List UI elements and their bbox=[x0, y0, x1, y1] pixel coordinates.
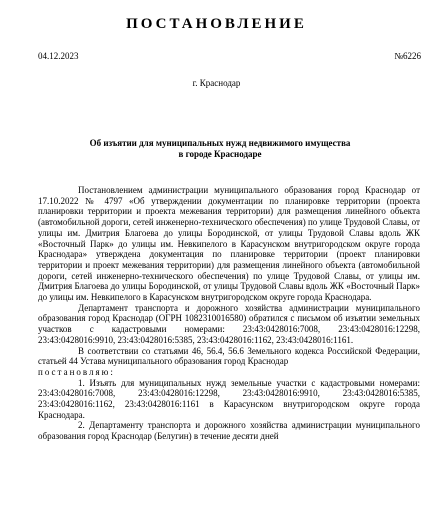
subject-line-2: в городе Краснодаре bbox=[178, 149, 262, 159]
subject-line-1: Об изъятии для муниципальных нужд недвижимого имущества bbox=[89, 138, 351, 148]
paragraph-item-2: 2. Департаменту транспорта и дорожного хозяйства администрации муниципального образования город Краснодар (Белугин) в течение десяти дней bbox=[38, 420, 420, 442]
document-city: г. Краснодар bbox=[192, 78, 241, 88]
resolve-word: постановляю: bbox=[38, 366, 115, 377]
document-body bbox=[38, 185, 420, 442]
paragraph-preamble: Постановлением администрации муниципального образования город Краснодар от 17.10.2022 № 4797 «Об утверждении документации по планировке территории (проекта планировки территории и проекта межевания территории) для размещения линейного объекта (автомобильной дороги, сетей инженерно-технического обеспечения) по улице Трудовой Славы, от улицы им. Дмитрия Благоева до улицы Бородинской, от улицы Трудовой Славы вдоль ЖК «Восточный Парк» до улицы им. Невкипелого в Карасунском внутригородском округе города Краснодара» утверждена документация по планировке территории (проект планировки территории и проект межевания территории) для размещения линейного объекта (автомобильной дороги, сетей инженерно-технического обеспечения) по улице Трудовой Славы, от улицы им. Дмитрия Благоева до улицы Бородинской, от улицы Трудовой Славы вдоль ЖК «Восточный Парк» до улицы им. Невкипелого в Карасунском внутригородском округе города Краснодара. bbox=[38, 185, 420, 303]
document-title: ПОСТАНОВЛЕНИЕ bbox=[126, 16, 307, 32]
paragraph-resolve bbox=[38, 367, 420, 378]
paragraph-request: Департамент транспорта и дорожного хозяйства администрации муниципального образования город Краснодар (ОГРН 1082310016580) обратился с письмом об изъятии земельных участков с кадастровыми номерами: 23:43:0428016:7008, 23:43:0428016:12298, 23:43:0428016:9910, 23:43:0428016:5385, 23:43:0428016:1162, 23:43:0428016:1161. bbox=[38, 302, 420, 345]
document-date: 04.12.2023 bbox=[38, 51, 79, 61]
document-subject bbox=[40, 138, 400, 160]
paragraph-basis: В соответствии со статьями 46, 56.4, 56.6 Земельного кодекса Российской Федерации, статьей 44 Устава муниципального образования город Краснодар bbox=[38, 345, 420, 367]
paragraph-item-1: 1. Изъять для муниципальных нужд земельные участки с кадастровыми номерами: 23:43:0428016:7008, 23:43:0428016:12298, 23:43:0428016:9910, 23:43:0428016:5385, 23:43:0428016:1162, 23:43:0428016:1161 в Карасунском внутригородском округе города Краснодара. bbox=[38, 377, 420, 420]
document-number: №6226 bbox=[394, 51, 421, 61]
